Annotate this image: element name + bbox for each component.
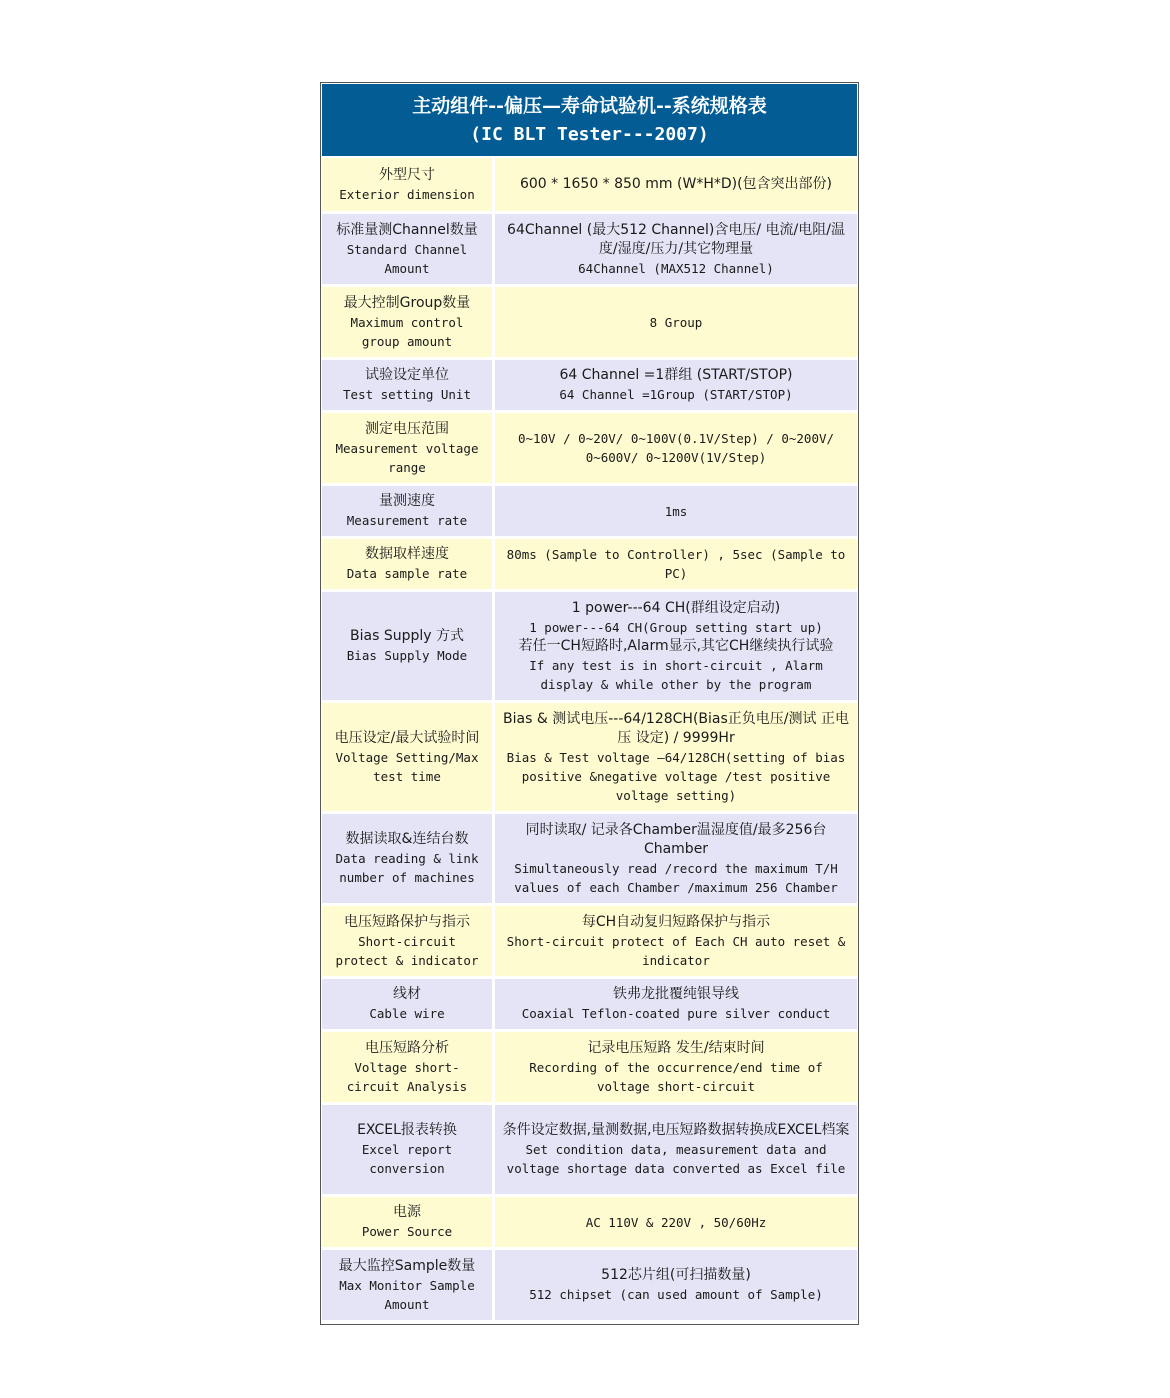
spec-value-line: Simultaneously read /record the maximum T/H values of each Chamber /maximum 256 Chamber — [514, 860, 838, 895]
spec-label-en: Standard Channel Amount — [346, 241, 468, 276]
spec-value-cell — [495, 906, 857, 976]
spec-label-cell — [322, 214, 495, 284]
spec-label-zh: 标准量测Channel数量 — [336, 221, 478, 238]
spec-value-line: 若任一CH短路时,Alarm显示,其它CH继续执行试验 — [518, 637, 834, 654]
spec-label-zh: 最大监控Sample数量 — [338, 1257, 476, 1274]
spec-row — [322, 1250, 857, 1320]
spec-title: 主动组件--偏压—寿命试验机--系统规格表 — [412, 95, 767, 117]
spec-label-en: Voltage short-circuit Analysis — [346, 1059, 468, 1094]
spec-value-line: 条件设定数据,量测数据,电压短路数据转换成EXCEL档案 — [502, 1122, 850, 1138]
spec-value-cell — [495, 486, 857, 536]
spec-value-line: 同时读取/ 记录各Chamber温湿度值/最多256台Chamber — [525, 821, 827, 857]
spec-label-cell — [322, 287, 495, 357]
spec-label-en: Exterior dimension — [339, 186, 475, 202]
spec-value-line: AC 110V & 220V , 50/60Hz — [585, 1214, 767, 1230]
spec-label-zh: 电源 — [393, 1204, 421, 1220]
spec-value-line: 1 power---64 CH(群组设定启动) — [571, 599, 781, 616]
spec-value-cell — [495, 413, 857, 483]
spec-sheet — [320, 82, 859, 1325]
spec-row — [322, 906, 857, 976]
spec-row — [322, 287, 857, 357]
spec-value-line: 64Channel (MAX512 Channel) — [578, 260, 774, 276]
spec-label-en: Data reading & link number of machines — [335, 851, 479, 885]
spec-label-en: Cable wire — [369, 1006, 445, 1021]
spec-value-cell — [495, 158, 857, 211]
spec-label-en: Test setting Unit — [343, 387, 471, 402]
spec-value-cell — [495, 360, 857, 410]
spec-value-line: Set condition data, measurement data and voltage shortage data converted as Excel file — [506, 1142, 846, 1176]
spec-label-cell — [322, 814, 495, 903]
spec-value-line: 0~10V / 0~20V/ 0~100V(0.1V/Step) / 0~200V/ 0~600V/ 0~1200V(1V/Step) — [517, 431, 835, 465]
spec-value-cell — [495, 214, 857, 284]
spec-label-cell — [322, 1105, 495, 1194]
spec-row — [322, 360, 857, 410]
spec-label-en: Data sample rate — [346, 566, 468, 581]
spec-label-en: Measurement voltage range — [335, 440, 479, 475]
spec-label-zh: 电压短路保护与指示 — [344, 913, 470, 930]
spec-value-cell — [495, 287, 857, 357]
spec-value-line: 512芯片组(可扫描数量) — [601, 1267, 751, 1283]
spec-label-zh: 数据取样速度 — [365, 546, 449, 562]
spec-label-en: Excel report conversion — [361, 1142, 453, 1176]
spec-label-cell — [322, 486, 495, 536]
spec-value-line: 铁弗龙批覆纯银导线 — [613, 986, 739, 1002]
spec-label-cell — [322, 1250, 495, 1320]
spec-header — [322, 84, 857, 156]
spec-row — [322, 158, 857, 211]
spec-value-line: 1 power---64 CH(Group setting start up) — [529, 619, 823, 635]
spec-value-line: 1ms — [664, 503, 688, 519]
spec-value-line: Short-circuit protect of Each CH auto reset & indicator — [506, 933, 846, 968]
spec-label-zh: Bias Supply 方式 — [350, 628, 464, 644]
spec-value-line: 80ms (Sample to Controller) , 5sec (Sample to PC) — [506, 547, 846, 581]
spec-value-line: 64Channel (最大512 Channel)含电压/ 电流/电阻/温度/湿度/压力/其它物理量 — [507, 221, 845, 257]
spec-value-line: Bias & Test voltage –64/128CH(setting of bias positive &negative voltage /test positive voltage setting) — [506, 749, 846, 803]
spec-label-en: Power Source — [361, 1224, 453, 1239]
spec-row — [322, 814, 857, 903]
spec-row — [322, 214, 857, 284]
spec-label-zh: 试验设定单位 — [365, 367, 449, 383]
spec-label-cell — [322, 158, 495, 211]
spec-value-cell — [495, 1197, 857, 1247]
spec-value-line: 64 Channel =1群组 (START/STOP) — [559, 367, 793, 383]
spec-value-line: If any test is in short-circuit , Alarm display & while other by the program — [529, 657, 823, 692]
spec-label-en: Maximum control group amount — [350, 314, 464, 349]
spec-row — [322, 413, 857, 483]
spec-row — [322, 703, 857, 811]
spec-label-en: Short-circuit protect & indicator — [335, 933, 479, 968]
spec-label-zh: 数据读取&连结台数 — [345, 831, 469, 847]
spec-value-cell — [495, 592, 857, 700]
spec-label-zh: EXCEL报表转换 — [357, 1122, 457, 1138]
spec-label-cell — [322, 1032, 495, 1102]
spec-value-cell — [495, 539, 857, 589]
spec-row — [322, 486, 857, 536]
spec-table — [322, 155, 857, 1323]
spec-label-cell — [322, 906, 495, 976]
spec-label-zh: 电压短路分析 — [365, 1039, 449, 1056]
spec-value-cell — [495, 703, 857, 811]
spec-value-line: Bias & 测试电压---64/128CH(Bias正负电压/测试 正电压 设定) / 9999Hr — [503, 710, 849, 746]
spec-label-zh: 电压设定/最大试验时间 — [334, 729, 480, 746]
spec-value-cell — [495, 1032, 857, 1102]
spec-value-line: Recording of the occurrence/end time of voltage short-circuit — [529, 1059, 823, 1094]
spec-row — [322, 1197, 857, 1247]
spec-label-cell — [322, 539, 495, 589]
spec-value-cell — [495, 1105, 857, 1194]
spec-row — [322, 539, 857, 589]
spec-label-zh: 量测速度 — [379, 493, 435, 509]
spec-row — [322, 979, 857, 1029]
spec-value-line: 8 Group — [649, 314, 703, 330]
spec-row — [322, 1032, 857, 1102]
spec-label-en: Voltage Setting/Max test time — [335, 749, 479, 784]
spec-row — [322, 1105, 857, 1194]
spec-subtitle: (IC BLT Tester---2007) — [470, 124, 709, 145]
spec-value-line: 512 chipset (can used amount of Sample) — [529, 1287, 823, 1302]
spec-value-cell — [495, 1250, 857, 1320]
spec-row — [322, 592, 857, 700]
spec-value-line: 记录电压短路 发生/结束时间 — [587, 1039, 765, 1056]
spec-label-cell — [322, 1197, 495, 1247]
spec-label-cell — [322, 360, 495, 410]
spec-label-zh: 线材 — [393, 986, 421, 1002]
spec-label-en: Max Monitor Sample Amount — [339, 1277, 475, 1312]
spec-value-cell — [495, 814, 857, 903]
spec-label-cell — [322, 703, 495, 811]
spec-label-cell — [322, 592, 495, 700]
spec-label-en: Bias Supply Mode — [346, 648, 468, 663]
spec-label-cell — [322, 979, 495, 1029]
spec-label-zh: 测定电压范围 — [365, 420, 449, 437]
spec-label-zh: 外型尺寸 — [379, 166, 435, 183]
spec-value-cell — [495, 979, 857, 1029]
spec-value-line: Coaxial Teflon-coated pure silver conduct — [521, 1006, 831, 1021]
spec-label-cell — [322, 413, 495, 483]
spec-label-en: Measurement rate — [346, 513, 468, 528]
spec-label-zh: 最大控制Group数量 — [343, 294, 471, 311]
spec-value-line: 每CH自动复归短路保护与指示 — [581, 913, 771, 930]
spec-value-line: 600 * 1650 * 850 mm (W*H*D)(包含突出部份) — [519, 176, 833, 192]
spec-value-line: 64 Channel =1Group (START/STOP) — [559, 387, 793, 402]
